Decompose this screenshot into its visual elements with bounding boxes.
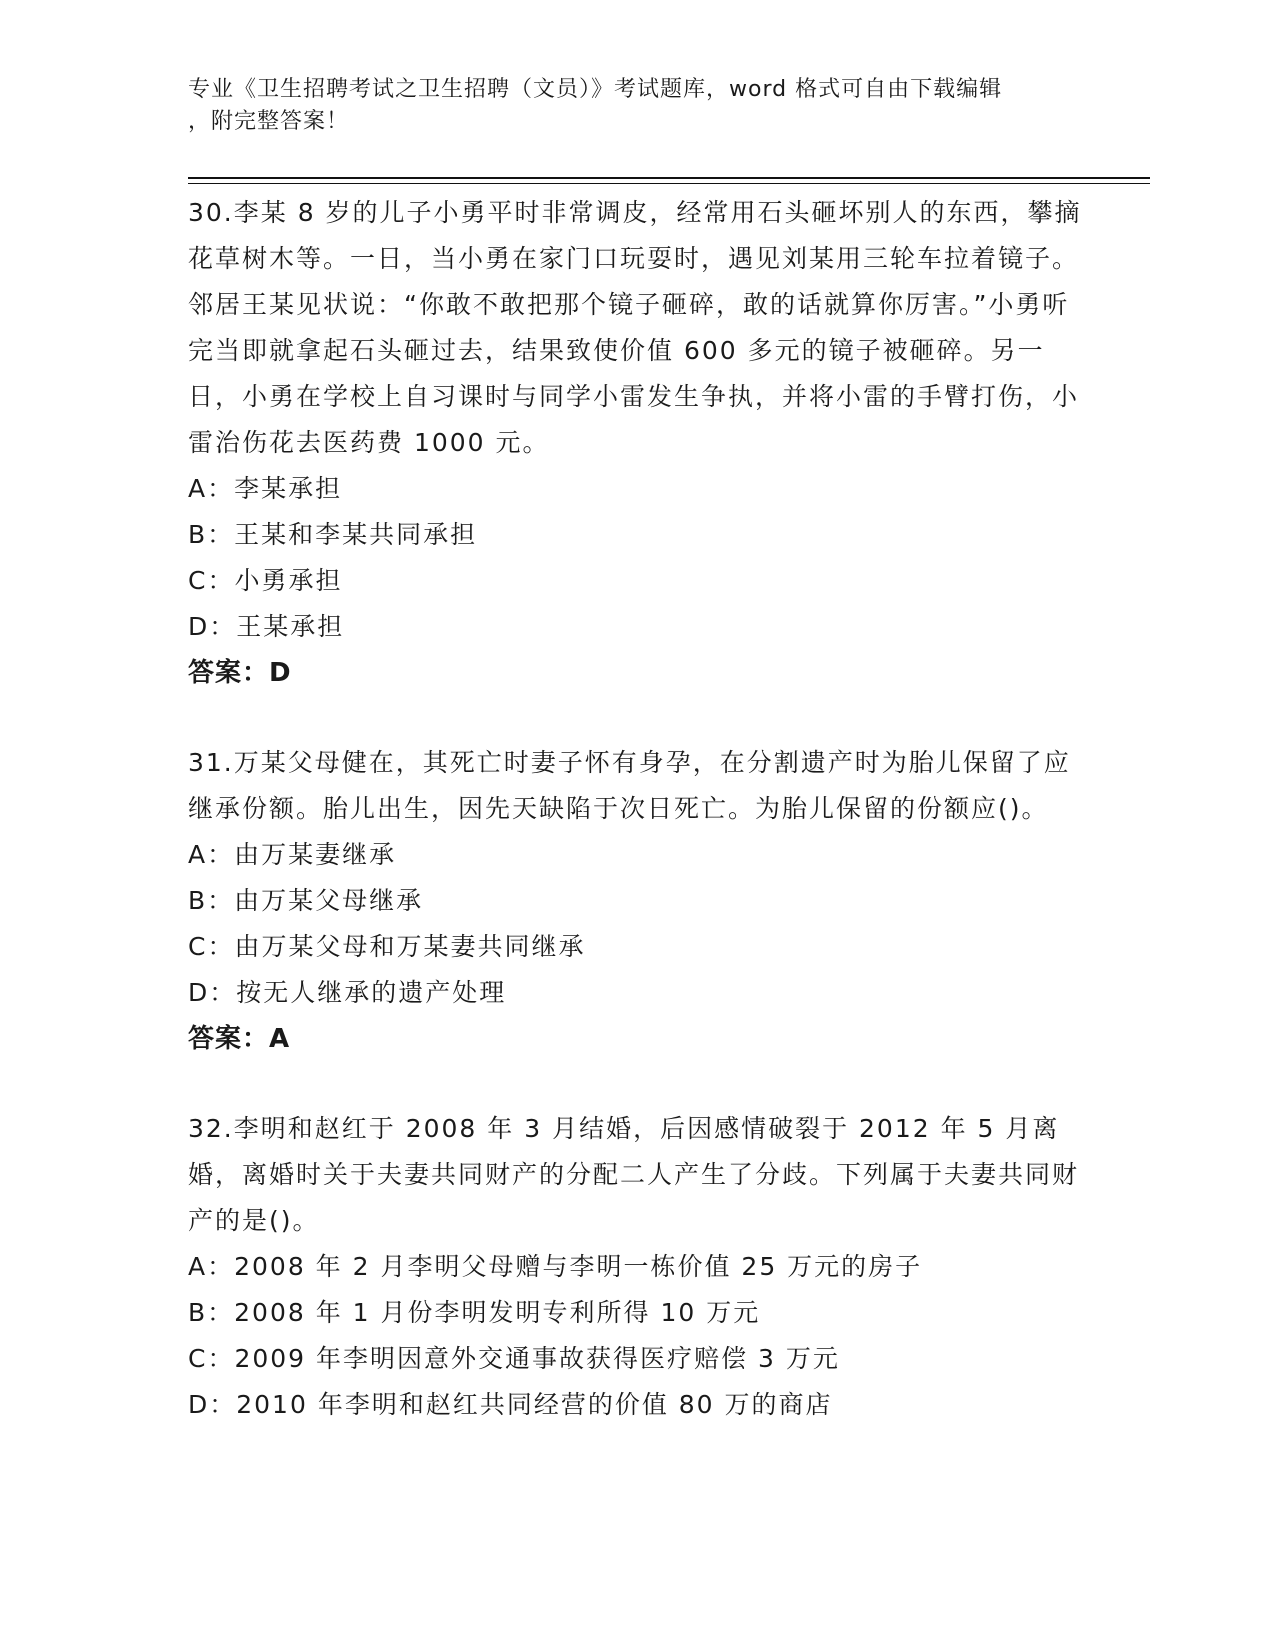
option-d: D：按无人继承的遗产处理 [188,978,507,1007]
answer-label: 答案：D [188,658,292,688]
header-rule-thin [188,183,1150,184]
question-text: 31.万某父母健在，其死亡时妻子怀有身孕，在分割遗产时为胎儿保留了应继承份额。胎儿出生，因先天缺陷于次日死亡。为胎儿保留的份额应()。 [188,748,1071,823]
question-spacer [188,1062,1088,1106]
header-rule-thick [188,177,1150,179]
header-line-1: 专业《卫生招聘考试之卫生招聘（文员）》考试题库，word 格式可自由下载编辑 [188,77,1003,102]
question-text: 30.李某 8 岁的儿子小勇平时非常调皮，经常用石头砸坏别人的东西，攀摘花草树木等。一日，当小勇在家门口玩耍时，遇见刘某用三轮车拉着镜子。邻居王某见状说：“你敢不敢把那个镜子砸碎，敢的话就算你厉害。”小勇听完当即就拿起石头砸过去，结果致使价值 600 多元的镜子被砸碎。另一日，小勇在学校上自习课时与同学小雷发生争执，并将小雷的手臂打伤，小雷治伤花去医药费 1000 元。 [188,198,1082,457]
question-text: 32.李明和赵红于 2008 年 3 月结婚，后因感情破裂于 2012 年 5 月离婚，离婚时关于夫妻共同财产的分配二人产生了分歧。下列属于夫妻共同财产的是()。 [188,1114,1080,1235]
option-a: A：李某承担 [188,474,343,503]
option-c: C：2009 年李明因意外交通事故获得医疗赔偿 3 万元 [188,1344,840,1373]
header-line-2: ，附完整答案！ [188,109,350,134]
question-32 [188,1106,1088,1428]
option-c: C：小勇承担 [188,566,343,595]
question-31 [188,740,1088,1062]
option-d: D：王某承担 [188,612,345,641]
page-header [188,74,1088,138]
question-30 [188,190,1088,696]
option-d: D：2010 年李明和赵红共同经营的价值 80 万的商店 [188,1390,833,1419]
question-spacer [188,696,1088,740]
option-a: A：2008 年 2 月李明父母赠与李明一栋价值 25 万元的房子 [188,1252,923,1281]
option-b: B：王某和李某共同承担 [188,520,478,549]
answer-label: 答案：A [188,1024,291,1054]
question-list [188,190,1088,1428]
option-b: B：2008 年 1 月份李明发明专利所得 10 万元 [188,1298,761,1327]
option-a: A：由万某妻继承 [188,840,397,869]
option-b: B：由万某父母继承 [188,886,424,915]
option-c: C：由万某父母和万某妻共同继承 [188,932,586,961]
